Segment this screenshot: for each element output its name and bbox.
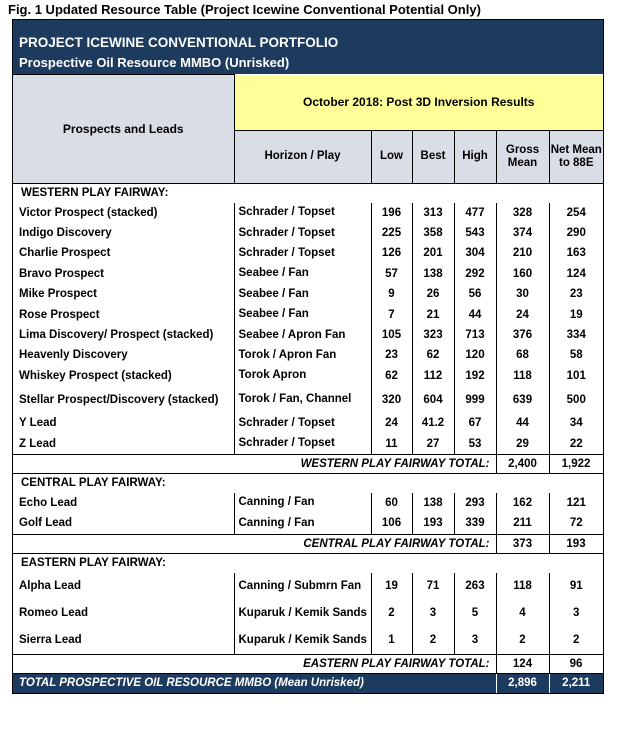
- prospect-name: Heavenly Discovery: [19, 349, 128, 362]
- best-column-header: Best: [412, 130, 454, 183]
- resource-table: [13, 20, 604, 693]
- gross-mean-cell: 639: [496, 386, 549, 413]
- low-cell: 57: [371, 264, 412, 284]
- eastern-total-label: EASTERN PLAY FAIRWAY TOTAL:: [13, 654, 496, 673]
- prospect-name: Y Lead: [19, 417, 57, 430]
- prospect-name: Charlie Prospect: [19, 247, 111, 260]
- best-cell: 138: [412, 493, 454, 513]
- horizon-cell: Canning / Fan: [234, 513, 371, 534]
- horizon-cell: Schrader / Topset: [234, 203, 371, 223]
- low-cell: 19: [371, 573, 412, 600]
- western-section-label: WESTERN PLAY FAIRWAY:: [13, 183, 603, 203]
- net-mean-cell: 3: [549, 600, 603, 627]
- gross-mean-cell: 211: [496, 513, 549, 534]
- grand-total-net: 2,211: [549, 673, 603, 693]
- best-cell: 193: [412, 513, 454, 534]
- horizon-cell: Seabee / Apron Fan: [234, 325, 371, 345]
- best-cell: 323: [412, 325, 454, 345]
- central-section: [13, 473, 603, 553]
- high-cell: 543: [454, 223, 496, 243]
- best-cell: 3: [412, 600, 454, 627]
- horizon-cell: Schrader / Topset: [234, 223, 371, 243]
- low-cell: 11: [371, 433, 412, 454]
- eastern-total-row: [13, 654, 603, 673]
- high-cell: 3: [454, 627, 496, 655]
- high-cell: 120: [454, 345, 496, 365]
- table-row: [13, 345, 603, 365]
- horizon-cell: Torok Apron: [234, 366, 371, 386]
- best-cell: 604: [412, 386, 454, 413]
- low-cell: 7: [371, 304, 412, 324]
- gross-mean-cell: 210: [496, 243, 549, 263]
- grand-total-label: TOTAL PROSPECTIVE OIL RESOURCE MMBO (Mean Unrisked): [19, 677, 364, 690]
- best-cell: 27: [412, 433, 454, 454]
- gross-mean-cell: 328: [496, 203, 549, 223]
- western-total-net: 1,922: [549, 454, 603, 473]
- gross-mean-cell: 30: [496, 284, 549, 304]
- low-cell: 1: [371, 627, 412, 655]
- table-header: [13, 20, 603, 183]
- net-mean-cell: 163: [549, 243, 603, 263]
- best-cell: 21: [412, 304, 454, 324]
- low-cell: 106: [371, 513, 412, 534]
- gross-mean-cell: 374: [496, 223, 549, 243]
- low-cell: 2: [371, 600, 412, 627]
- figure-caption: Fig. 1 Updated Resource Table (Project Icewine Conventional Potential Only): [8, 2, 481, 17]
- resource-table-frame: [12, 19, 604, 694]
- horizon-cell: Schrader / Topset: [234, 433, 371, 454]
- best-cell: 358: [412, 223, 454, 243]
- low-cell: 225: [371, 223, 412, 243]
- table-row: [13, 627, 603, 655]
- table-row: [13, 304, 603, 324]
- prospect-name: Indigo Discovery: [19, 227, 112, 240]
- table-row: [13, 284, 603, 304]
- gross-mean-cell: 160: [496, 264, 549, 284]
- high-cell: 304: [454, 243, 496, 263]
- low-cell: 196: [371, 203, 412, 223]
- table-row: [13, 223, 603, 243]
- table-row: [13, 203, 603, 223]
- horizon-cell: Seabee / Fan: [234, 264, 371, 284]
- net-mean-cell: 334: [549, 325, 603, 345]
- prospect-name: Stellar Prospect/Discovery (stacked): [19, 393, 219, 406]
- best-cell: 71: [412, 573, 454, 600]
- horizon-cell: Schrader / Topset: [234, 413, 371, 433]
- gross-mean-cell: 376: [496, 325, 549, 345]
- best-cell: 26: [412, 284, 454, 304]
- grand-total-row: [13, 673, 603, 693]
- table-row: [13, 573, 603, 600]
- high-cell: 999: [454, 386, 496, 413]
- gross-mean-cell: 44: [496, 413, 549, 433]
- net-mean-column-header: Net Mean to 88E: [549, 130, 603, 183]
- high-column-header: High: [454, 130, 496, 183]
- eastern-total-net: 96: [549, 654, 603, 673]
- prospect-name: Alpha Lead: [19, 580, 81, 593]
- table-row: [13, 386, 603, 413]
- gross-mean-cell: 118: [496, 366, 549, 386]
- net-mean-cell: 2: [549, 627, 603, 655]
- horizon-cell: Schrader / Topset: [234, 243, 371, 263]
- net-mean-cell: 91: [549, 573, 603, 600]
- prospect-name: Sierra Lead: [19, 634, 82, 647]
- horizon-cell: Torok / Fan, Channel: [234, 386, 371, 413]
- eastern-section: [13, 553, 603, 673]
- horizon-cell: Seabee / Fan: [234, 304, 371, 324]
- net-mean-cell: 124: [549, 264, 603, 284]
- western-total-gross: 2,400: [496, 454, 549, 473]
- results-banner: October 2018: Post 3D Inversion Results: [234, 75, 603, 131]
- horizon-cell: Torok / Apron Fan: [234, 345, 371, 365]
- low-cell: 24: [371, 413, 412, 433]
- high-cell: 293: [454, 493, 496, 513]
- net-mean-cell: 290: [549, 223, 603, 243]
- table-row: [13, 493, 603, 513]
- table-row: [13, 513, 603, 534]
- table-row: [13, 243, 603, 263]
- low-cell: 105: [371, 325, 412, 345]
- central-total-net: 193: [549, 534, 603, 553]
- gross-mean-cell: 118: [496, 573, 549, 600]
- central-total-label: CENTRAL PLAY FAIRWAY TOTAL:: [13, 534, 496, 553]
- high-cell: 713: [454, 325, 496, 345]
- best-cell: 313: [412, 203, 454, 223]
- high-cell: 5: [454, 600, 496, 627]
- grand-total-section: [13, 673, 603, 693]
- high-cell: 192: [454, 366, 496, 386]
- net-mean-cell: 500: [549, 386, 603, 413]
- best-cell: 41.2: [412, 413, 454, 433]
- gross-mean-cell: 162: [496, 493, 549, 513]
- prospect-name: Victor Prospect (stacked): [19, 206, 158, 219]
- grand-total-gross: 2,896: [496, 673, 549, 693]
- best-cell: 2: [412, 627, 454, 655]
- table-row: [13, 366, 603, 386]
- low-cell: 126: [371, 243, 412, 263]
- eastern-total-gross: 124: [496, 654, 549, 673]
- prospect-name: Golf Lead: [19, 517, 73, 530]
- western-total-label: WESTERN PLAY FAIRWAY TOTAL:: [13, 454, 496, 473]
- high-cell: 53: [454, 433, 496, 454]
- gross-mean-column-header: Gross Mean: [496, 130, 549, 183]
- portfolio-title: PROJECT ICEWINE CONVENTIONAL PORTFOLIO: [13, 20, 603, 50]
- net-mean-cell: 19: [549, 304, 603, 324]
- gross-mean-cell: 24: [496, 304, 549, 324]
- table-row: [13, 325, 603, 345]
- prospect-name: Whiskey Prospect (stacked): [19, 369, 172, 382]
- high-cell: 292: [454, 264, 496, 284]
- net-mean-cell: 23: [549, 284, 603, 304]
- prospect-name: Rose Prospect: [19, 308, 100, 321]
- horizon-cell: Canning / Submrn Fan: [234, 573, 371, 600]
- net-mean-cell: 254: [549, 203, 603, 223]
- low-cell: 320: [371, 386, 412, 413]
- high-cell: 56: [454, 284, 496, 304]
- best-cell: 62: [412, 345, 454, 365]
- horizon-column-header: Horizon / Play: [234, 130, 371, 183]
- central-total-row: [13, 534, 603, 553]
- high-cell: 339: [454, 513, 496, 534]
- low-cell: 9: [371, 284, 412, 304]
- net-mean-cell: 72: [549, 513, 603, 534]
- net-mean-cell: 34: [549, 413, 603, 433]
- prospect-name: Z Lead: [19, 437, 57, 450]
- table-row: [13, 433, 603, 454]
- best-cell: 112: [412, 366, 454, 386]
- eastern-section-label: EASTERN PLAY FAIRWAY:: [13, 553, 603, 573]
- table-subtitle: Prospective Oil Resource MMBO (Unrisked): [13, 50, 603, 75]
- net-mean-cell: 58: [549, 345, 603, 365]
- gross-mean-cell: 4: [496, 600, 549, 627]
- low-cell: 60: [371, 493, 412, 513]
- net-mean-cell: 22: [549, 433, 603, 454]
- prospect-name: Lima Discovery/ Prospect (stacked): [19, 329, 214, 342]
- low-column-header: Low: [371, 130, 412, 183]
- prospects-column-header: Prospects and Leads: [13, 75, 234, 184]
- gross-mean-cell: 2: [496, 627, 549, 655]
- prospect-name: Echo Lead: [19, 496, 78, 509]
- gross-mean-cell: 29: [496, 433, 549, 454]
- horizon-cell: Seabee / Fan: [234, 284, 371, 304]
- horizon-cell: Kuparuk / Kemik Sands: [234, 627, 371, 655]
- high-cell: 44: [454, 304, 496, 324]
- prospect-name: Bravo Prospect: [19, 267, 105, 280]
- prospect-name: Mike Prospect: [19, 288, 97, 301]
- table-row: [13, 600, 603, 627]
- low-cell: 23: [371, 345, 412, 365]
- horizon-cell: Canning / Fan: [234, 493, 371, 513]
- best-cell: 138: [412, 264, 454, 284]
- prospect-name: Romeo Lead: [19, 607, 89, 620]
- table-row: [13, 413, 603, 433]
- horizon-cell: Kuparuk / Kemik Sands: [234, 600, 371, 627]
- high-cell: 477: [454, 203, 496, 223]
- western-section: [13, 183, 603, 473]
- central-total-gross: 373: [496, 534, 549, 553]
- western-total-row: [13, 454, 603, 473]
- high-cell: 67: [454, 413, 496, 433]
- low-cell: 62: [371, 366, 412, 386]
- central-section-label: CENTRAL PLAY FAIRWAY:: [13, 473, 603, 493]
- table-row: [13, 264, 603, 284]
- best-cell: 201: [412, 243, 454, 263]
- high-cell: 263: [454, 573, 496, 600]
- net-mean-cell: 121: [549, 493, 603, 513]
- gross-mean-cell: 68: [496, 345, 549, 365]
- net-mean-cell: 101: [549, 366, 603, 386]
